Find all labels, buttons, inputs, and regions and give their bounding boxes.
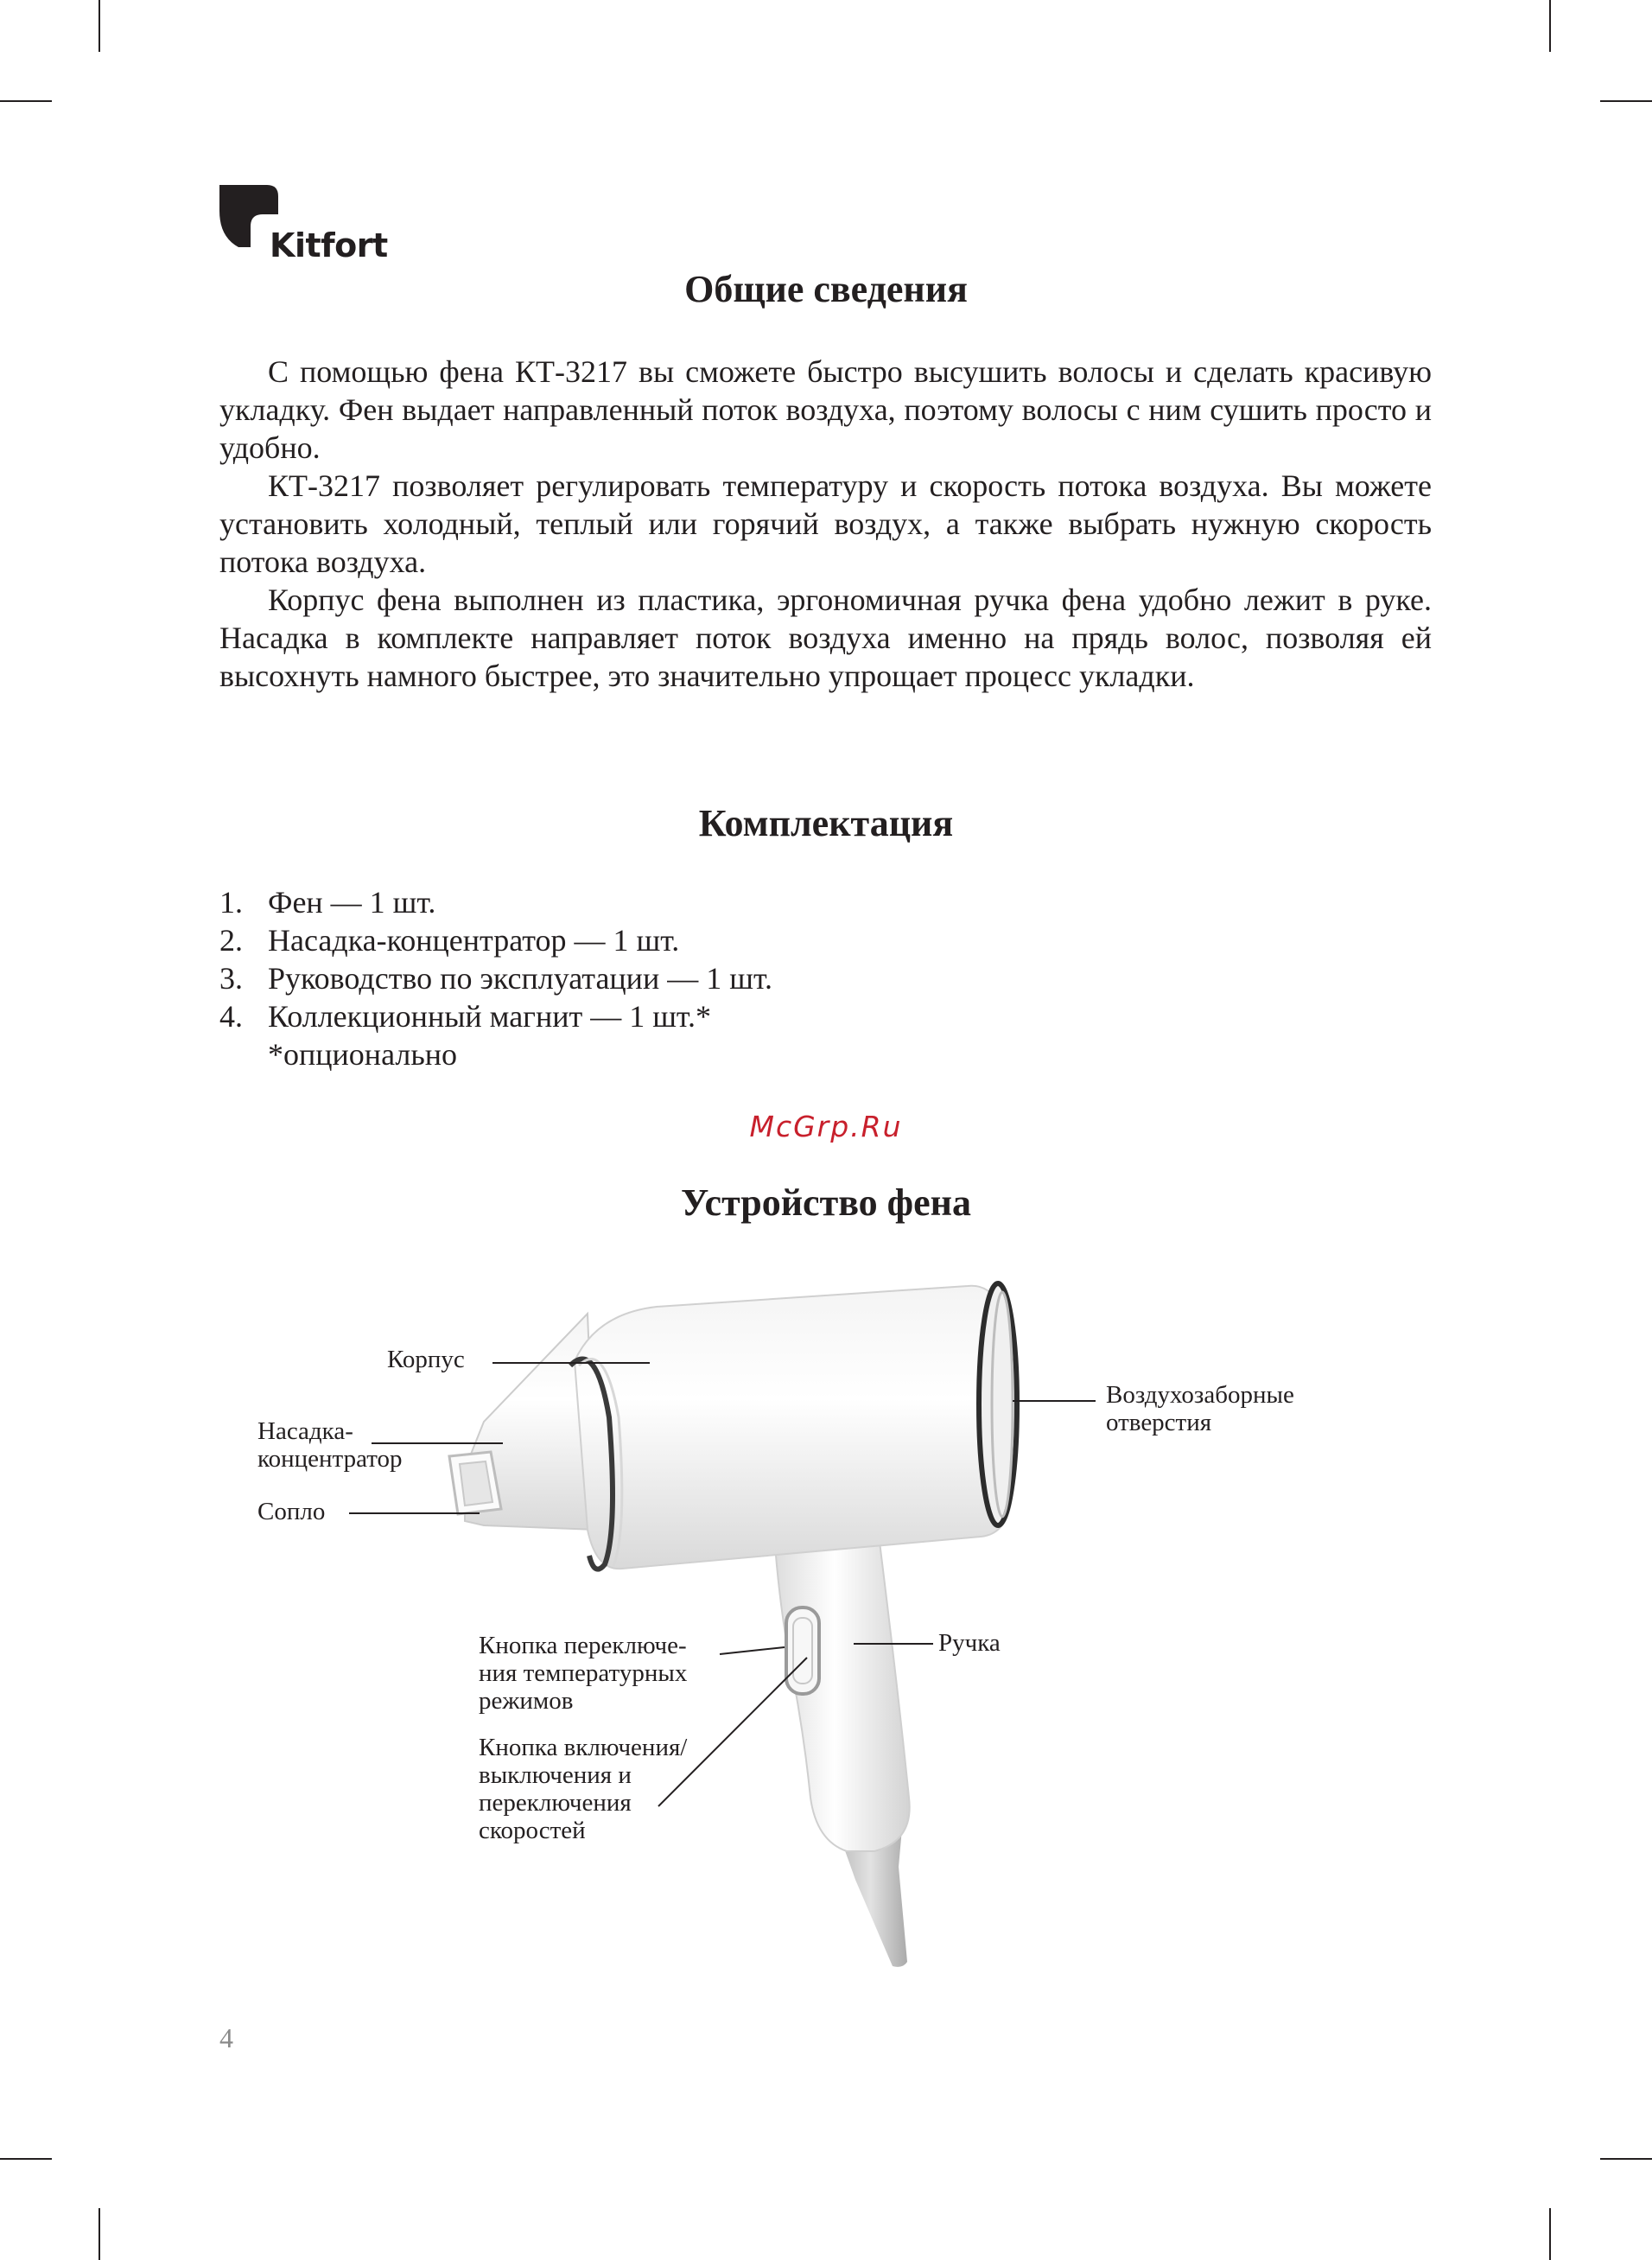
crop-mark bbox=[1600, 100, 1652, 102]
general-paragraph: КТ-3217 позволяет регулировать температуру и скорость потока воздуха. Вы можете установить холодный, теплый или горячий воздух, а также выбрать нужную скорость потока воздуха. bbox=[219, 468, 1432, 579]
device-title: Устройство фена bbox=[681, 1181, 971, 1224]
crop-mark bbox=[0, 100, 52, 102]
brand-name: Kitfort bbox=[270, 226, 388, 264]
label-nozzle: Сопло bbox=[257, 1498, 326, 1525]
label-concentrator: Насадка- концентратор bbox=[257, 1417, 403, 1473]
crop-mark bbox=[1549, 2208, 1551, 2260]
kit-note: *опционально bbox=[268, 1037, 458, 1072]
list-item: 2. Насадка-концентратор — 1 шт. bbox=[219, 923, 680, 958]
dryer-body bbox=[575, 1286, 1013, 1569]
label-body: Корпус bbox=[387, 1346, 465, 1373]
kit-title: Комплектация bbox=[698, 802, 954, 844]
crop-mark bbox=[0, 2158, 52, 2160]
watermark-link[interactable]: McGrp.Ru bbox=[749, 1110, 903, 1143]
general-title: Общие сведения bbox=[684, 268, 968, 310]
crop-mark bbox=[98, 0, 100, 52]
general-paragraph: С помощью фена КТ-3217 вы сможете быстро высушить волосы и сделать красивую укладку. Фен выдает направленный поток воздуха, поэтому волосы с ним сушить просто и удобно. bbox=[219, 354, 1432, 465]
general-paragraph: Корпус фена выполнен из пластика, эргономичная ручка фена удобно лежит в руке. Насадка в комплекте направляет поток воздуха именно на прядь волос, позволяя ей высохнуть намного быстрее, это значительно упрощает процесс укладки. bbox=[219, 583, 1432, 693]
list-item: 4. Коллекционный магнит — 1 шт.* bbox=[219, 999, 711, 1034]
list-item: 3. Руководство по эксплуатации — 1 шт. bbox=[219, 961, 772, 996]
list-item: 1. Фен — 1 шт. bbox=[219, 885, 436, 920]
label-temperature-button: Кнопка переключе- ния температурных режимов bbox=[479, 1632, 688, 1715]
temperature-button bbox=[786, 1607, 819, 1694]
crop-mark bbox=[1549, 0, 1551, 52]
label-power-button: Кнопка включения/ выключения и переключения скоростей bbox=[479, 1734, 688, 1844]
hair-dryer-diagram bbox=[0, 1245, 1652, 1988]
kit-list bbox=[219, 883, 772, 1035]
air-intake-ring bbox=[979, 1283, 1017, 1525]
hair-dryer-illustration bbox=[0, 1245, 1652, 1988]
label-air-intake: Воздухозаборные отверстия bbox=[1106, 1381, 1294, 1436]
page-number: 4 bbox=[219, 2022, 233, 2053]
label-handle: Ручка bbox=[938, 1629, 1001, 1657]
leader-line bbox=[720, 1647, 785, 1654]
crop-mark bbox=[1600, 2158, 1652, 2160]
crop-mark bbox=[98, 2208, 100, 2260]
